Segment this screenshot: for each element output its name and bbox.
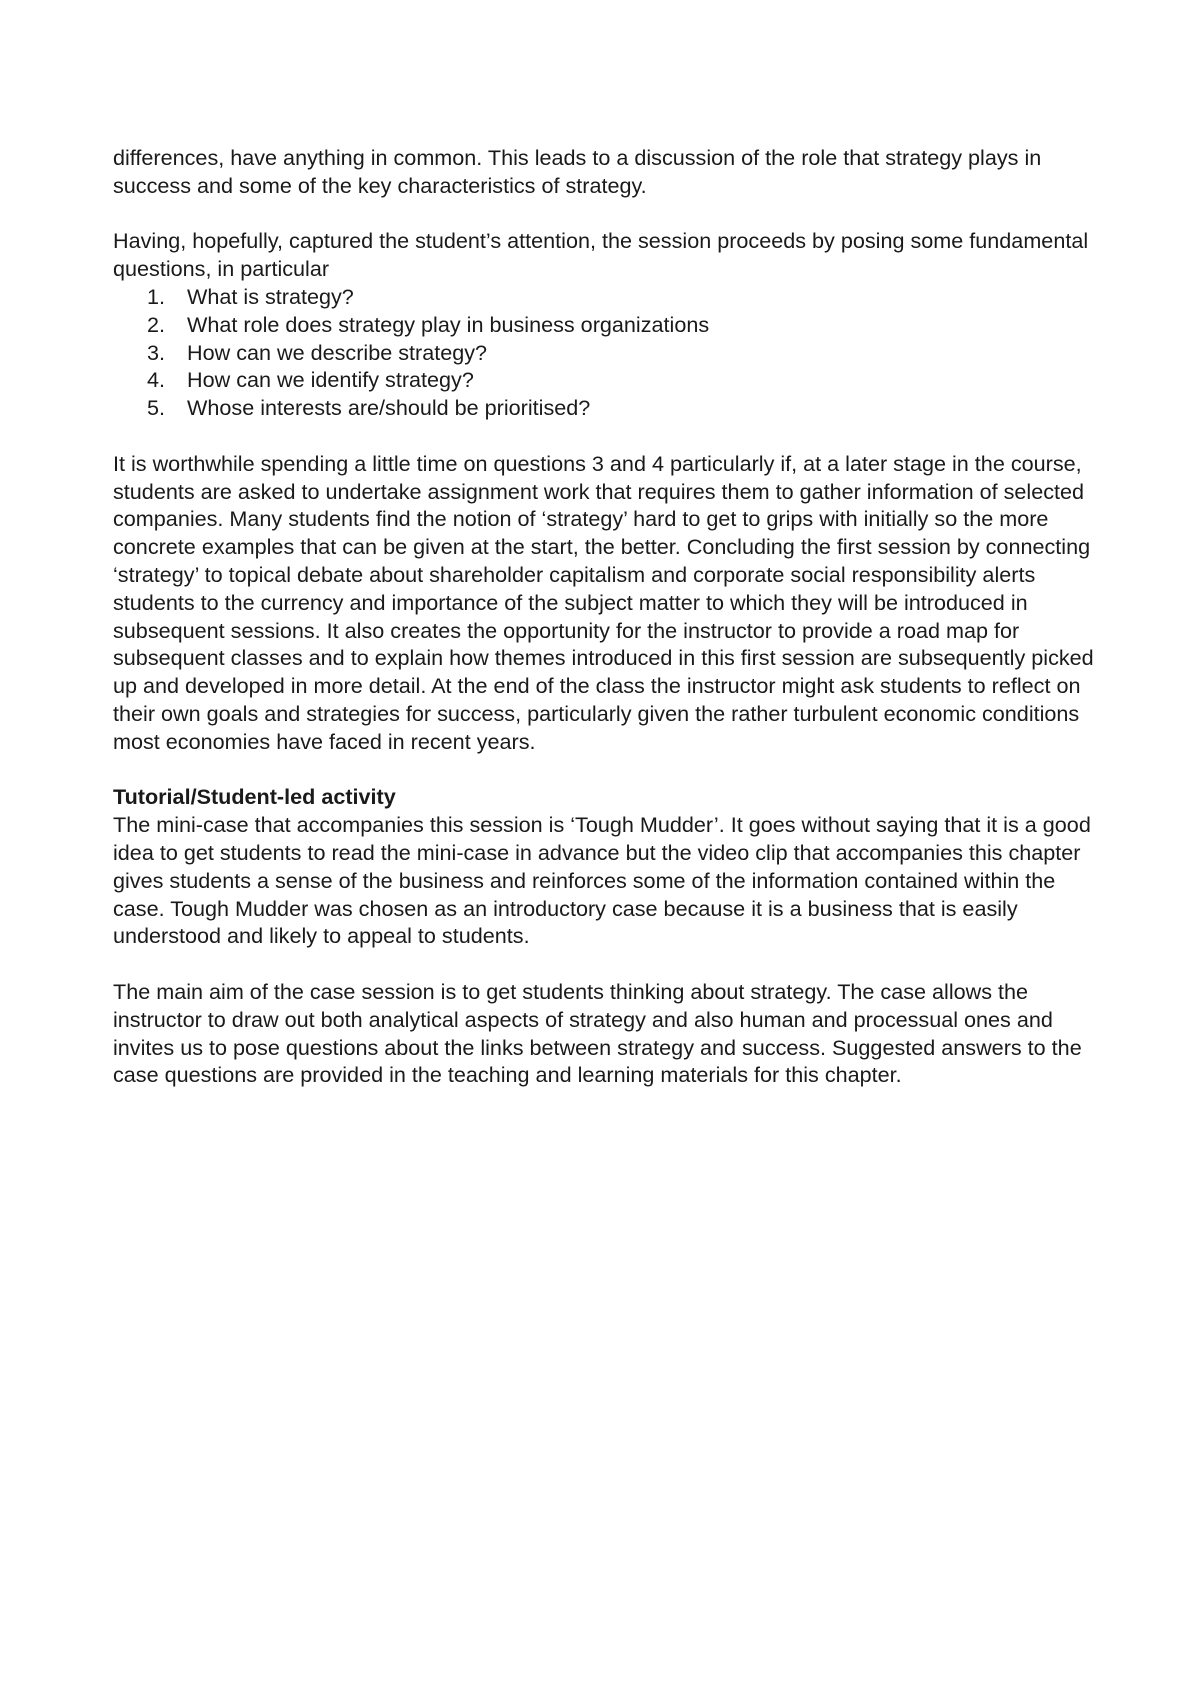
list-item xyxy=(113,339,1103,367)
list-item-text: Whose interests are/should be prioritised? xyxy=(187,395,591,421)
list-item xyxy=(113,366,1103,394)
paragraph-intro-continuation: differences, have anything in common. This leads to a discussion of the role that strategy plays in success and some of the key characteristics of strategy. xyxy=(113,145,1042,198)
questions-list xyxy=(113,283,1103,422)
document-page xyxy=(113,144,1103,1117)
list-item xyxy=(113,394,1103,422)
list-item-text: What is strategy? xyxy=(187,283,354,309)
paragraph-fundamental-questions: Having, hopefully, captured the student’s attention, the session proceeds by posing some fundamental questions, in particular xyxy=(113,228,1089,282)
list-number: 4. xyxy=(147,367,166,393)
list-number: 5. xyxy=(147,395,166,421)
list-item-text: What role does strategy play in business organizations xyxy=(187,311,710,337)
paragraph-questions-discussion: It is worthwhile spending a little time on questions 3 and 4 particularly if, at a later stage in the course, students are asked to undertake assignment work that requires them to gather information of selected companies. Many students find the notion of ‘strategy’ hard to get to grips with initially so the more concrete examples that can be given at the start, the better. Concluding the first session by connecting ‘strategy’ to topical debate about shareholder capitalism and corporate social responsibility alerts students to the currency and importance of the subject matter to which they will be introduced in subsequent sessions. It also creates the opportunity for the instructor to provide a road map for subsequent classes and to explain how themes introduced in this first session are subsequently picked up and developed in more detail. At the end of the class the instructor might ask students to reflect on their own goals and strategies for success, particularly given the rather turbulent economic conditions most economies have faced in recent years. xyxy=(113,450,1094,754)
paragraph-case-session-aim: The main aim of the case session is to get students thinking about strategy. The case allows the instructor to draw out both analytical aspects of strategy and also human and processual ones and invites us to pose questions about the links between strategy and success. Suggested answers to the case questions are provided in the teaching and learning materials for this chapter. xyxy=(113,978,1082,1088)
list-item xyxy=(113,283,1103,311)
list-number: 2. xyxy=(147,311,166,337)
list-item-text: How can we describe strategy? xyxy=(187,339,488,365)
paragraph-mini-case: The mini-case that accompanies this session is ‘Tough Mudder’. It goes without saying that it is a good idea to get students to read the mini-case in advance but the video clip that accompanies this chapter gives students a sense of the business and reinforces some of the information contained within the case. Tough Mudder was chosen as an introductory case because it is a business that is easily understood and likely to appeal to students. xyxy=(113,812,1091,949)
list-number: 3. xyxy=(147,339,166,365)
list-number: 1. xyxy=(147,283,166,309)
list-item xyxy=(113,311,1103,339)
section-heading-tutorial: Tutorial/Student-led activity xyxy=(113,784,396,810)
list-item-text: How can we identify strategy? xyxy=(187,367,474,393)
